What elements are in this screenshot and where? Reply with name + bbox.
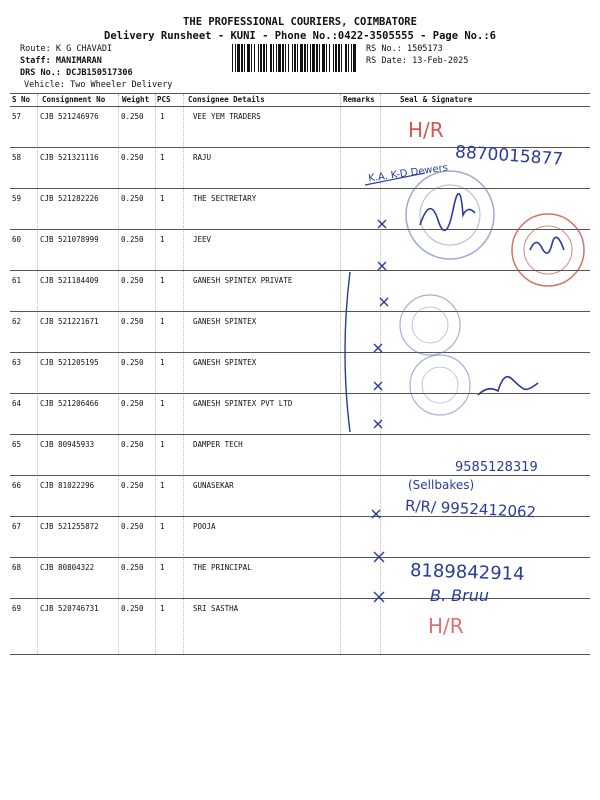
signature-scribble: [478, 377, 538, 395]
signature-name: B. Bruu: [430, 586, 489, 605]
hr-mark-1: H/R: [408, 118, 444, 142]
col-consignee: Consignee Details: [188, 95, 265, 104]
col-weight: Weight: [122, 95, 150, 104]
col-consignment: Consignment No: [42, 95, 106, 104]
rs-no-line: RS No.: 1505173: [366, 44, 443, 54]
phone-note-2: 9585128319: [455, 460, 538, 475]
rs-date-line: RS Date: 13-Feb-2025: [366, 56, 469, 66]
phone-note-3: R/R/ 9952412062: [404, 496, 537, 522]
table-row: 62 CJB 521221671 0.250 1 GANESH SPINTEX: [12, 317, 257, 326]
stamp-circle: [412, 307, 448, 343]
vehicle-line: Vehicle: Two Wheeler Delivery: [24, 80, 173, 90]
phone-note-1: 8870015877: [454, 142, 564, 170]
table-row: 69 CJB 520746731 0.250 1 SRI SASTHA: [12, 604, 239, 613]
drs-line: DRS No.: DCJB150517306: [20, 68, 133, 78]
staff-line: Staff: MANIMARAN: [20, 56, 102, 66]
stamp-circle: [406, 171, 494, 259]
company-note-2: (Sellbakes): [408, 478, 475, 492]
runsheet-title: Delivery Runsheet - KUNI - Phone No.:0422-3505555 - Page No.:6: [104, 30, 496, 42]
table-row: 58 CJB 521321116 0.250 1 RAJU: [12, 153, 212, 162]
col-pcs: PCS: [157, 95, 171, 104]
stamp-circle: [420, 185, 480, 245]
hr-mark-2: H/R: [428, 614, 464, 638]
table-row: 57 CJB 521246976 0.250 1 VEE YEM TRADERS: [12, 112, 261, 121]
table-row: 64 CJB 521206466 0.250 1 GANESH SPINTEX PVT LTD: [12, 399, 293, 408]
col-remarks: Remarks: [343, 95, 375, 104]
table-row: 65 CJB 80945933 0.250 1 DAMPER TECH: [12, 440, 243, 449]
stamp-circle: [410, 355, 470, 415]
col-seal: Seal & Signature: [400, 95, 473, 104]
route-line: Route: K G CHAVADI: [20, 44, 113, 54]
table-row: 59 CJB 521282226 0.250 1 THE SECTRETARY: [12, 194, 257, 203]
table-row: 61 CJB 521184409 0.250 1 GANESH SPINTEX PRIVATE: [12, 276, 293, 285]
table-row: 67 CJB 521255872 0.250 1 POOJA: [12, 522, 216, 531]
bracket-mark: [345, 272, 350, 432]
address-note-1: K.A. K-D Dewers: [367, 162, 449, 185]
stamp-circle: [512, 214, 584, 286]
col-sno: S No: [12, 95, 31, 104]
signature-scribble: [420, 194, 475, 231]
stamp-circle: [524, 226, 572, 274]
phone-note-4: 8189842914: [409, 560, 525, 585]
table-row: 66 CJB 81022296 0.250 1 GUNASEKAR: [12, 481, 234, 490]
stamp-circle: [400, 295, 460, 355]
table-row: 60 CJB 521078999 0.250 1 JEEV: [12, 235, 212, 244]
cross-marks: [372, 220, 388, 602]
stamp-circle: [422, 367, 458, 403]
table-row: 63 CJB 521205195 0.250 1 GANESH SPINTEX: [12, 358, 257, 367]
company-title: THE PROFESSIONAL COURIERS, COIMBATORE: [183, 16, 417, 28]
table-row: 68 CJB 80804322 0.250 1 THE PRINCIPAL: [12, 563, 252, 572]
signature-scribble: [530, 237, 564, 253]
